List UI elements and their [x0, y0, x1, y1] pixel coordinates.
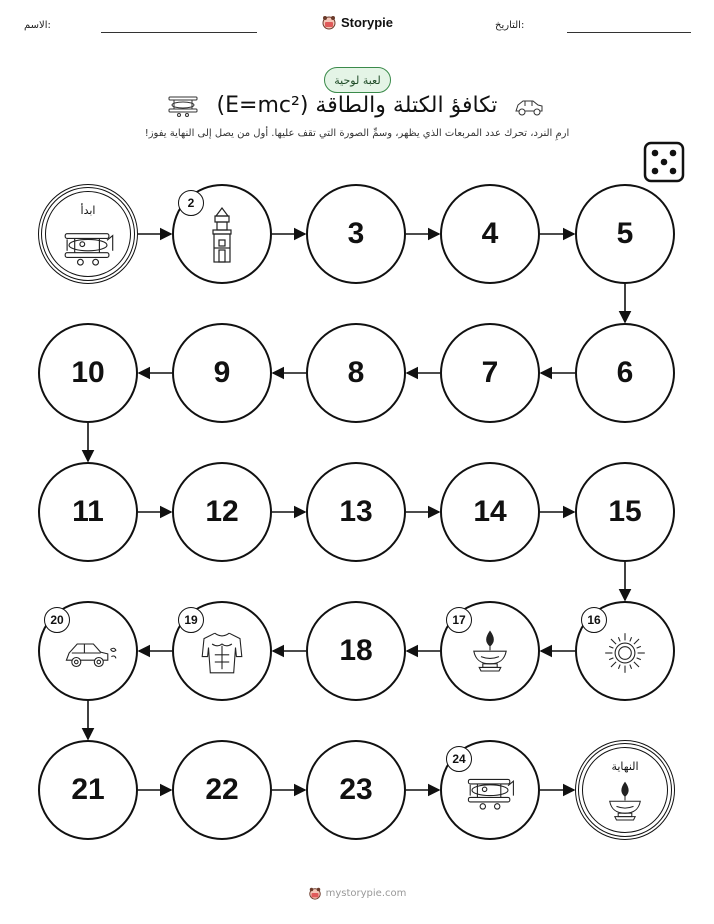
square-number: 7 — [481, 356, 499, 389]
brand-name: Storypie — [340, 14, 393, 30]
board-square-19[interactable] — [172, 601, 272, 701]
board-square-20[interactable] — [38, 601, 138, 701]
footer — [0, 886, 714, 900]
board-square-8[interactable] — [306, 323, 406, 423]
square-number: 10 — [71, 356, 105, 389]
square-number: 12 — [205, 495, 239, 528]
square-number: 9 — [213, 356, 231, 389]
board-square-6[interactable] — [575, 323, 675, 423]
square-number: 5 — [616, 217, 634, 250]
board-square-4[interactable] — [440, 184, 540, 284]
game-type-badge: لعبة لوحية — [324, 67, 391, 93]
date-label: التاريخ: — [495, 20, 525, 31]
square-number: 22 — [205, 773, 239, 806]
square-number: 13 — [339, 495, 373, 528]
board-square-2[interactable] — [172, 184, 272, 284]
board-square-5[interactable] — [575, 184, 675, 284]
square-number: 23 — [339, 773, 373, 806]
start-square[interactable] — [38, 184, 138, 284]
board-square-12[interactable] — [172, 462, 272, 562]
board-square-15[interactable] — [575, 462, 675, 562]
board-square-18[interactable] — [306, 601, 406, 701]
footer-url: mystorypie.com — [325, 887, 407, 899]
board-square-21[interactable] — [38, 740, 138, 840]
square-number: 14 — [473, 495, 507, 528]
square-number-badge: 17 — [446, 607, 472, 633]
board-square-16[interactable] — [575, 601, 675, 701]
square-number: 11 — [72, 495, 104, 528]
square-number-badge: 19 — [178, 607, 204, 633]
square-number-badge: 24 — [446, 746, 472, 772]
instructions: ارمِ النرد، تحرك عدد المربعات الذي يظهر، وسمِّ الصورة التي تقف عليها. أول من يصل إلى النهاية يفوز! — [144, 128, 570, 139]
square-number-badge: 2 — [178, 190, 204, 216]
board-square-10[interactable] — [38, 323, 138, 423]
square-number: 4 — [481, 217, 499, 250]
board-square-24[interactable] — [440, 740, 540, 840]
biplane-icon — [53, 212, 123, 282]
board-square-11[interactable] — [38, 462, 138, 562]
board-square-14[interactable] — [440, 462, 540, 562]
square-number: 3 — [347, 217, 365, 250]
start-label: ابدأ — [80, 204, 96, 217]
name-label: الاسم: — [24, 20, 51, 31]
page-title: تكافؤ الكتلة والطاقة (E=mc²) — [216, 93, 498, 118]
board-square-7[interactable] — [440, 323, 540, 423]
square-number: 8 — [347, 356, 365, 389]
board-square-9[interactable] — [172, 323, 272, 423]
finish-square[interactable] — [575, 740, 675, 840]
board-square-3[interactable] — [306, 184, 406, 284]
board-square-23[interactable] — [306, 740, 406, 840]
oil-lamp-icon — [590, 768, 660, 838]
finish-label: النهاية — [611, 760, 639, 773]
square-number: 18 — [339, 634, 373, 667]
square-number-badge: 16 — [581, 607, 607, 633]
square-number: 15 — [608, 495, 642, 528]
square-number: 21 — [71, 773, 105, 806]
board-square-13[interactable] — [306, 462, 406, 562]
board-square-17[interactable] — [440, 601, 540, 701]
storypie-logo-icon — [308, 886, 322, 900]
square-number: 6 — [616, 356, 634, 389]
square-number-badge: 20 — [44, 607, 70, 633]
board-square-22[interactable] — [172, 740, 272, 840]
